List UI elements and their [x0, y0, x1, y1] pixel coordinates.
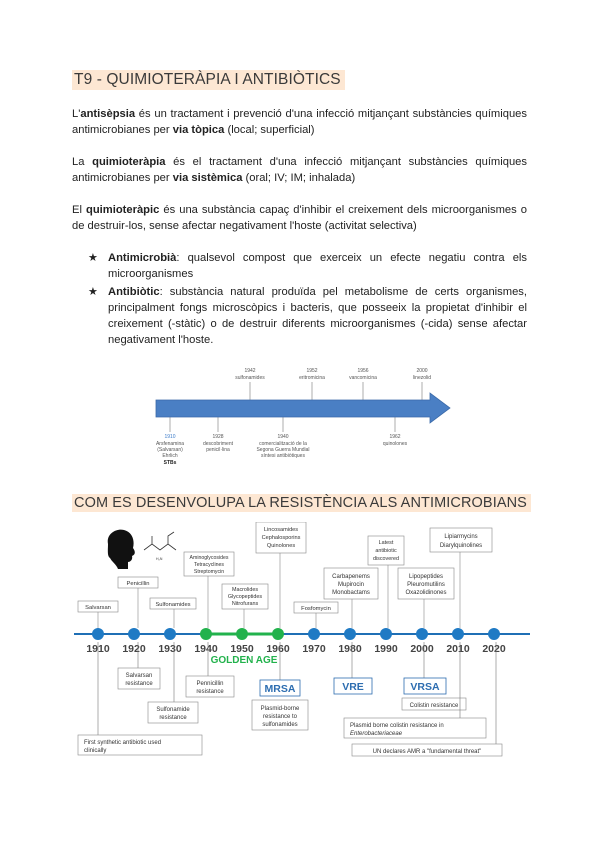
paragraph-antisepsia — [72, 106, 527, 138]
resistance-box-un-declaration — [352, 744, 502, 756]
tl1-bottom-year: 1962 — [389, 434, 401, 440]
drug-label: Latest — [378, 540, 394, 546]
decade-dot — [92, 628, 104, 640]
drug-label: Penicillin — [126, 581, 150, 587]
term: Antimicrobià — [108, 252, 177, 264]
decade-dot — [164, 628, 176, 640]
term-antisepsia: antisèpsia — [80, 108, 136, 120]
resistance-box-salvarsan — [118, 668, 160, 689]
drug-box-sulfonamides — [150, 598, 196, 628]
tl1-bottom-extra: STBs — [163, 460, 177, 466]
decade-label: 1970 — [302, 643, 326, 655]
drug-box-lipopeptides — [398, 568, 454, 628]
definitions-list — [88, 250, 527, 350]
fleming-silhouette-icon — [108, 530, 176, 569]
tl1-top-label: vancomicina — [349, 375, 377, 381]
drug-label: Tetracyclines — [194, 562, 224, 568]
resistance-label: Pennicillin — [196, 681, 224, 687]
drug-label: Carbapenems — [332, 574, 370, 580]
tl1-bottom-line: (Salvarsan) — [157, 447, 183, 453]
tl1-top-label: eritromicina — [299, 375, 325, 381]
timeline-arrow — [156, 393, 450, 423]
drug-box-fosfomycin — [294, 602, 338, 628]
resistance-label: resistance to — [262, 714, 298, 720]
drug-label: Lipiarmycins — [444, 534, 478, 540]
paragraph-quimioterapic — [72, 202, 527, 234]
tl1-bottom-line: quinolones — [382, 441, 408, 447]
resistance-label: First synthetic antibiotic used — [84, 740, 162, 746]
text: (oral; IV; IM; inhalada) — [242, 172, 356, 184]
drug-label: Diarylquinolines — [439, 543, 483, 549]
tl1-top-year: 1956 — [357, 368, 369, 374]
drug-label: Sulfonamides — [155, 602, 191, 608]
tl1-bottom-line: síntesi antibiòtiques — [261, 453, 305, 459]
star-icon: ★ — [88, 286, 98, 298]
resistance-label: Plasmid borne colistin resistance in — [350, 723, 444, 729]
decade-dot — [452, 628, 464, 640]
drug-label: Oxazolidinones — [405, 590, 447, 596]
decade-label: 1950 — [230, 643, 254, 655]
decade-dot — [272, 628, 284, 640]
drug-label: Glycopeptides — [227, 594, 263, 600]
resistance-label: resistance — [125, 681, 153, 687]
tl1-top-label: sulfonamides — [235, 375, 265, 381]
drug-label: Fosfomycin — [301, 606, 331, 612]
tl1-bottom-line: comercialització de la — [259, 441, 307, 447]
drug-box-salvarsan — [78, 601, 118, 628]
paragraph-quimioterapia — [72, 154, 527, 186]
resistance-label: UN declares AMR a "fundamental threat" — [372, 749, 482, 755]
resistance-label: sulfonamides — [262, 722, 298, 728]
antibiotic-history-timeline — [150, 360, 460, 470]
resistance-box-vre — [334, 678, 372, 694]
term-via-sistemica: via sistèmica — [172, 172, 243, 184]
resistance-label: VRSA — [410, 681, 440, 693]
resistance-timeline — [72, 522, 532, 772]
decade-label: 1980 — [338, 643, 362, 655]
decade-label: 2000 — [410, 643, 434, 655]
resistance-label: Salvarsan — [125, 673, 153, 679]
tl1-bottom-year: 1940 — [277, 434, 289, 440]
drug-label: Mupirocin — [337, 582, 365, 588]
tl1-bottom-line: Arsfenamina — [155, 441, 185, 447]
decade-label: 2010 — [446, 643, 470, 655]
tl1-bottom-line: penicil·lina — [206, 447, 230, 453]
decade-dot — [488, 628, 500, 640]
resistance-label: MRSA — [264, 683, 296, 695]
resistance-label: resistance — [159, 715, 187, 721]
text: (local; superficial) — [224, 124, 315, 136]
drug-box-carbapenems — [324, 568, 378, 628]
drug-label: discovered — [372, 556, 400, 562]
text: és un tractament i prevenció d'una infecció mitjançant substàncies químiques antimicrobianes per — [72, 108, 527, 136]
resistance-box-first-synthetic — [78, 735, 202, 755]
section-title-resistance: COM ES DESENVOLUPA LA RESISTÈNCIA ALS ANTIMICROBIANS — [72, 494, 531, 512]
list-item — [88, 250, 527, 282]
svg-text:H₂N: H₂N — [156, 557, 163, 561]
page-title: T9 - QUIMIOTERÀPIA I ANTIBIÒTICS — [72, 70, 345, 90]
tl1-bottom-line: descobriment — [202, 441, 234, 447]
drug-label: Pleuromutilins — [407, 582, 445, 588]
drug-label: Nitrofurans — [231, 601, 259, 607]
decade-label: 1940 — [194, 643, 218, 655]
tl1-top-year: 1942 — [244, 368, 256, 374]
drug-label: Monobactams — [332, 590, 370, 596]
decade-dot — [380, 628, 392, 640]
definition: : qualsevol compost que exerceix un efecte negatiu contra els microorganismes — [108, 252, 527, 280]
resistance-box-plasmid-colistin — [344, 718, 486, 738]
term-quimioterapic: quimioteràpic — [85, 204, 160, 216]
drug-label: Salvarsan — [85, 605, 111, 611]
resistance-label: Colistin resistance — [409, 703, 459, 709]
resistance-box-vrsa — [404, 678, 446, 694]
decade-dot — [236, 628, 248, 640]
decade-label: 1930 — [158, 643, 182, 655]
resistance-label: Plasmid-borne — [260, 706, 300, 712]
term-via-topica: via tòpica — [172, 124, 225, 136]
decade-dot — [128, 628, 140, 640]
resistance-box-penicillin — [186, 676, 234, 697]
drug-label: Aminoglycosides — [189, 555, 229, 561]
resistance-label: Enterobacteriaceae — [350, 731, 403, 737]
golden-age-label: GOLDEN AGE — [210, 655, 278, 666]
resistance-label: Sulfonamide — [156, 707, 190, 713]
decade-dot — [200, 628, 212, 640]
resistance-label: clinically — [84, 748, 107, 754]
decade-label: 1910 — [86, 643, 110, 655]
drug-label: Streptomycin — [193, 569, 225, 575]
tl1-top-year: 2000 — [416, 368, 428, 374]
resistance-box-sulfonamide — [148, 702, 198, 723]
tl1-bottom-year: 1928 — [212, 434, 224, 440]
drug-label: Cephalosporins — [261, 535, 301, 541]
decade-dot — [344, 628, 356, 640]
star-icon: ★ — [88, 252, 98, 264]
drug-label: Quinolones — [266, 543, 296, 549]
tl1-bottom-year: 1910 — [164, 434, 176, 440]
tl1-bottom-line: Segona Guerra Mundial — [256, 447, 310, 453]
drug-label: Lincosamides — [263, 527, 299, 533]
text: La — [72, 156, 93, 168]
drug-box-macrolides — [222, 584, 268, 628]
decade-label: 1960 — [266, 643, 290, 655]
decade-label: 2020 — [482, 643, 506, 655]
drug-label: antibiotic — [375, 548, 397, 554]
drug-label: Macrolides — [231, 587, 259, 593]
text: és una substància capaç d'inhibir el creixement dels microorganismes o de destruir-los, sense afectar negativament l'hoste (activitat selectiva) — [72, 204, 527, 232]
decade-label: 1920 — [122, 643, 146, 655]
resistance-box-colistin — [402, 698, 466, 710]
tl1-top-year: 1952 — [306, 368, 318, 374]
term-quimioterapia: quimioteràpia — [92, 156, 166, 168]
resistance-box-mrsa — [260, 680, 300, 696]
list-item — [88, 284, 527, 348]
decade-dot — [416, 628, 428, 640]
tl1-top-label: linezolid — [412, 375, 432, 381]
drug-label: Lipopeptides — [408, 574, 444, 580]
decade-label: 1990 — [374, 643, 398, 655]
term: Antibiòtic — [108, 286, 160, 298]
definition: : substància natural produïda pel metabolisme de certs organismes, principalment fongs microscòpics i bacteris, que posseeix la propietat d'inhibir el creixement (-stàtic) o de destruir diferents microorganismes (-cida) sense afectar negativament l'hoste. — [108, 286, 527, 346]
resistance-box-plasmid-sulfonamides — [252, 700, 308, 730]
text: és el tractament d'una infecció mitjançant substàncies químiques antimicrobianes per — [72, 156, 527, 184]
text: El — [72, 204, 86, 216]
resistance-label: VRE — [342, 681, 364, 693]
decade-dot — [308, 628, 320, 640]
resistance-label: resistance — [196, 689, 224, 695]
text: L' — [72, 108, 81, 120]
tl1-bottom-line: Ehrlich — [162, 453, 178, 459]
